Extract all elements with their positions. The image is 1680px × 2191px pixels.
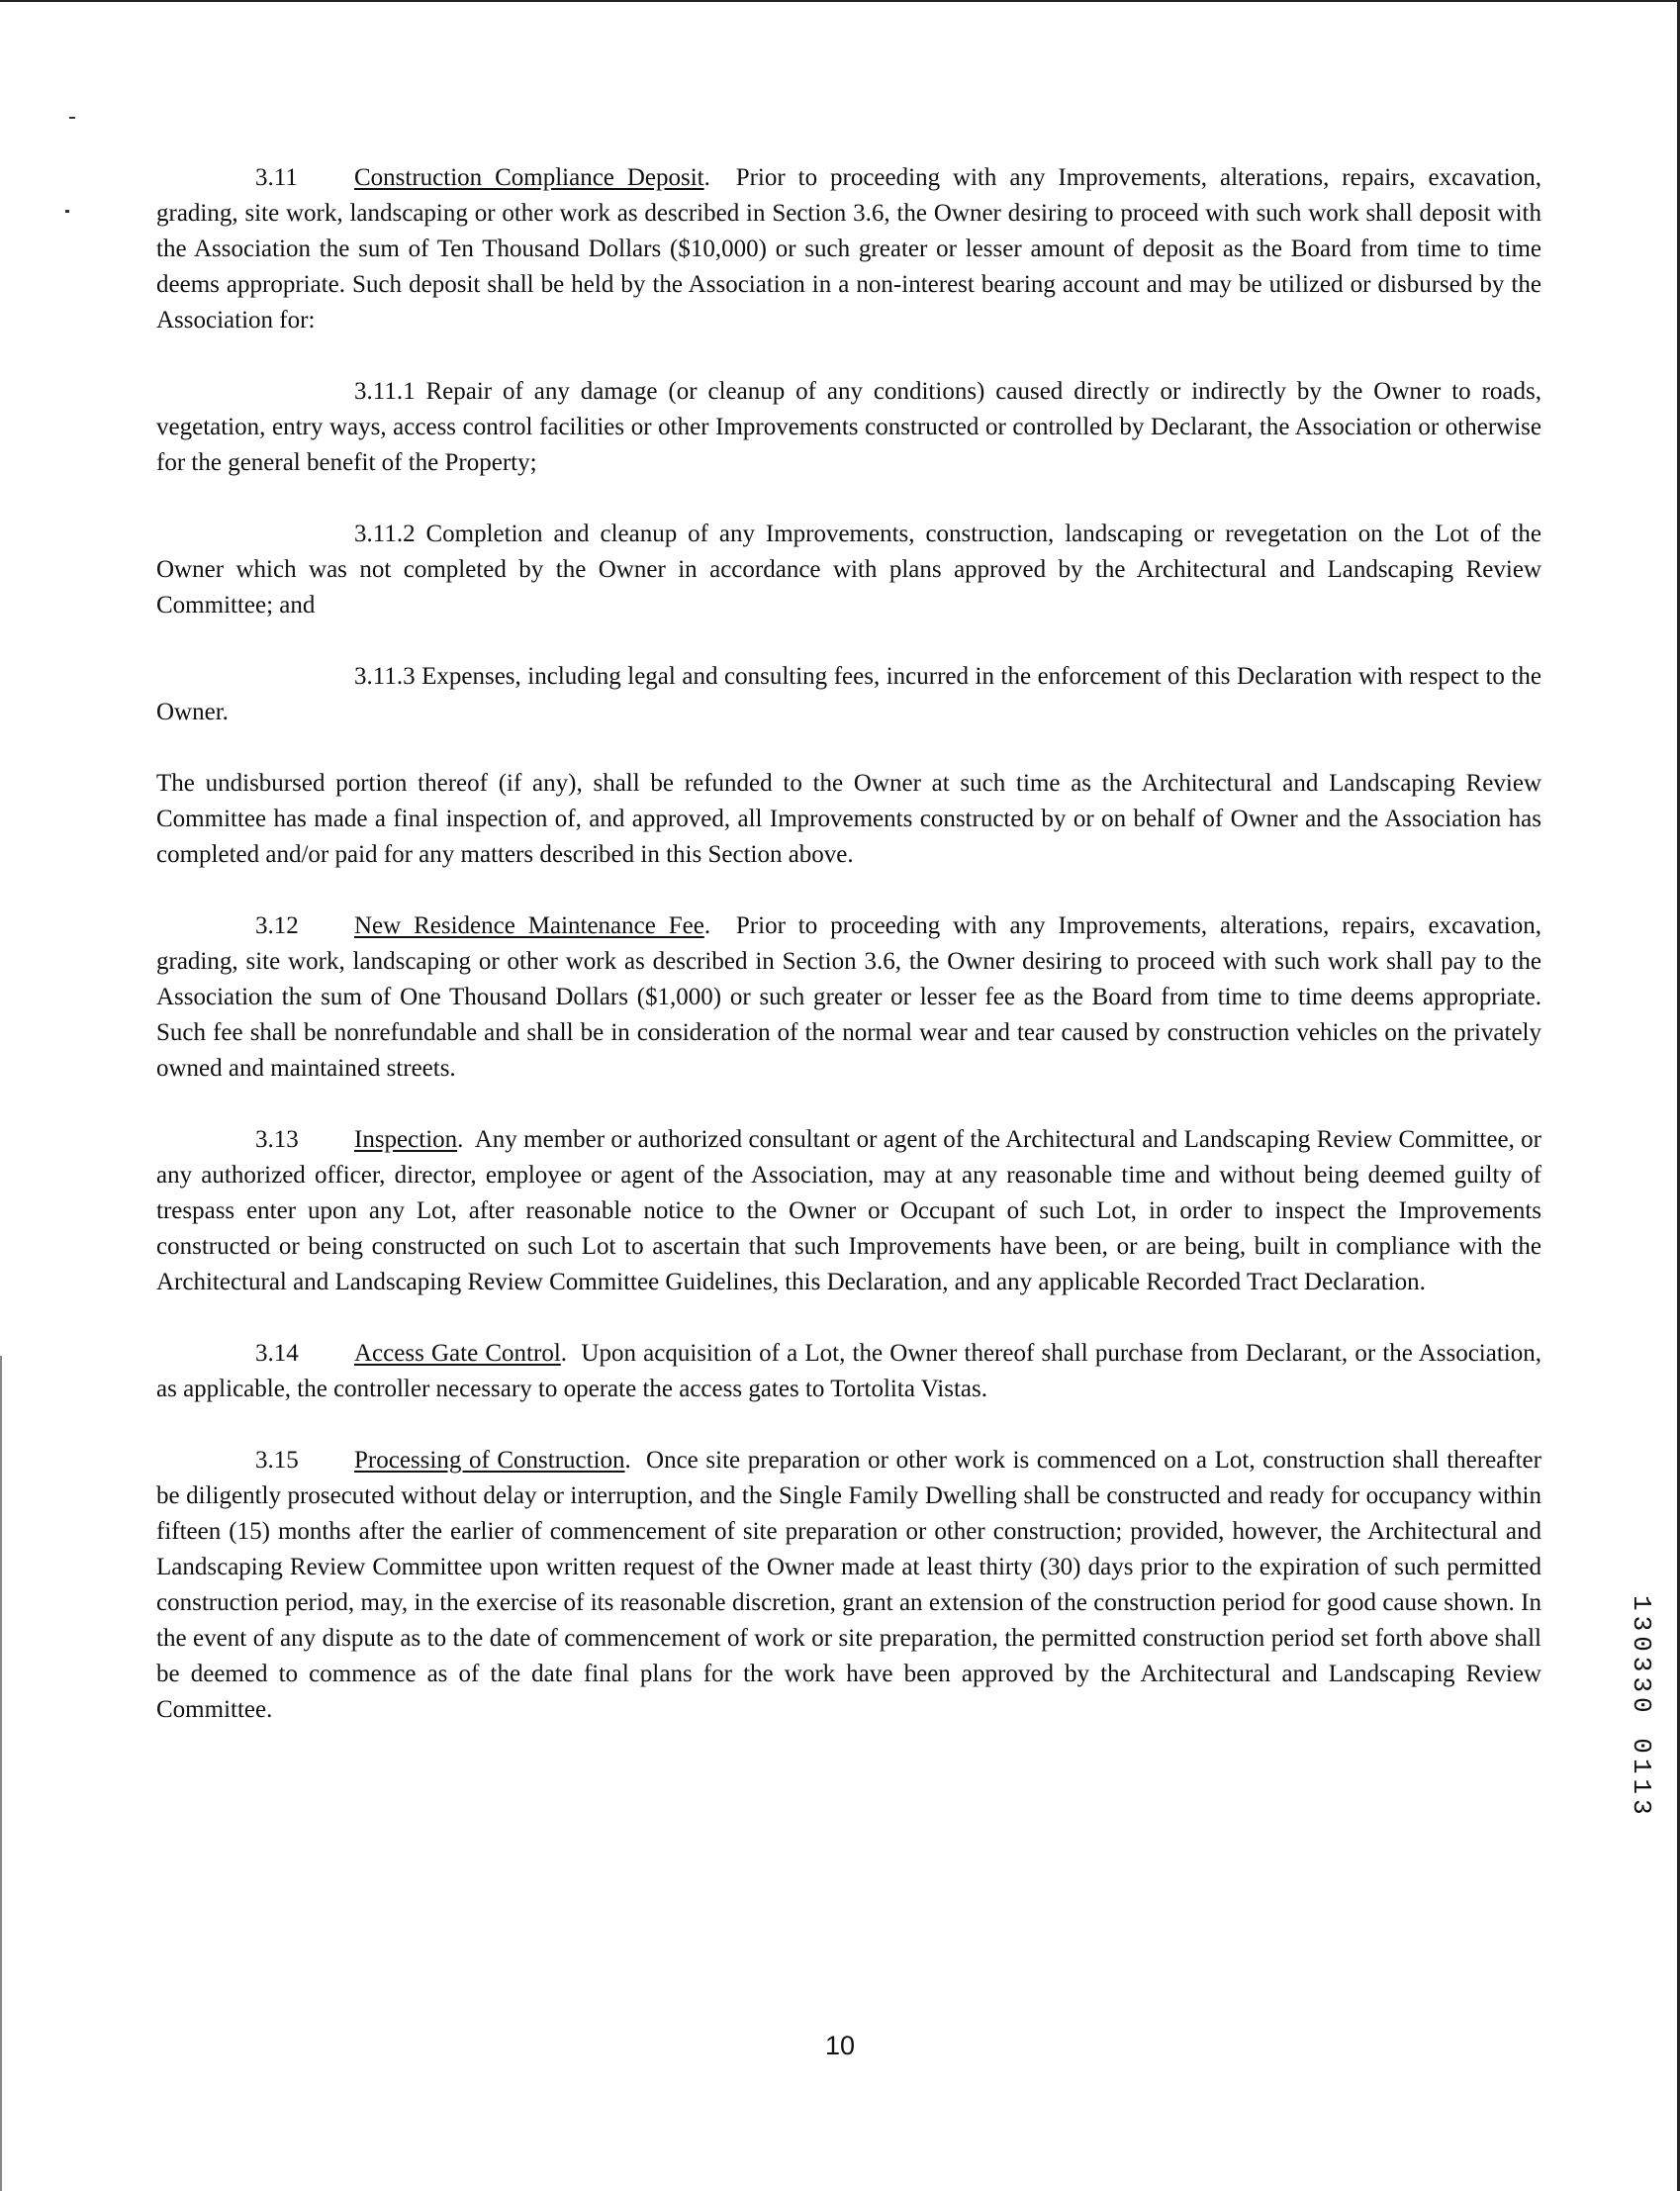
section-title: Access Gate Control: [354, 1340, 561, 1367]
scan-mark-3: [0, 1356, 2, 2191]
section-body: Any member or authorized consultant or agent of the Architectural and Landscaping Review Committee, or any authorized officer, director, employee or agent of the Association, may at any reasonable time and without being deemed guilty of trespass enter upon any Lot, after reasonable notice to the Owner or Occupant of such Lot, in order to inspect the Improvements constructed or being constructed on such Lot to ascertain that such Improvements have been, or are being, built in compliance with the Architectural and Landscaping Review Committee Guidelines, this Declaration, and any applicable Recorded Tract Declaration.: [156, 1126, 1541, 1295]
section-title: Inspection: [354, 1126, 458, 1153]
section-3-13: 3.13 Inspection. Any member or authorized consultant or agent of the Architectural and Landscaping Review Committee, or any authorized officer, director, employee or agent of the Association, may at any reasonable time and without being deemed guilty of trespass enter upon any Lot, after reasonable notice to the Owner or Occupant of such Lot, in order to inspect the Improvements constructed or being constructed on such Lot to ascertain that such Improvements have been, or are being, built in compliance with the Architectural and Landscaping Review Committee Guidelines, this Declaration, and any applicable Recorded Tract Declaration.: [156, 1122, 1541, 1300]
section-3-11: 3.11 Construction Compliance Deposit. Prior to proceeding with any Improvements, alterations, repairs, excavation, grading, site work, landscaping or other work as described in Section 3.6, the Owner desiring to proceed with such work shall deposit with the Association the sum of Ten Thousand Dollars ($10,000) or such greater or lesser amount of deposit as the Board from time to time deems appropriate. Such deposit shall be held by the Association in a non-interest bearing account and may be utilized or disbursed by the Association for:: [156, 160, 1541, 338]
scan-mark-1: [69, 117, 75, 119]
section-body: Upon acquisition of a Lot, the Owner thereof shall purchase from Declarant, or the Association, as applicable, the controller necessary to operate the access gates to Tortolita Vistas.: [156, 1340, 1541, 1402]
section-number: 3.12: [255, 912, 299, 939]
subsection-text: 3.11.2 Completion and cleanup of any Improvements, construction, landscaping or revegetation on the Lot of the Owner which was not completed by the Owner in accordance with plans approved by the Architectural and Landscaping Review Committee; and: [156, 521, 1541, 619]
paragraph-text: The undisbursed portion thereof (if any), shall be refunded to the Owner at such time as the Architectural and Landscaping Review Committee has made a final inspection of, and approved, all Improvements constructed by or on behalf of Owner and the Association has completed and/or paid for any matters described in this Section above.: [156, 770, 1541, 868]
subsection-3-11-3: [156, 659, 1541, 730]
subsection-3-11-1: [156, 374, 1541, 481]
section-3-12: 3.12 New Residence Maintenance Fee. Prior to proceeding with any Improvements, alterations, repairs, excavation, grading, site work, landscaping or other work as described in Section 3.6, the Owner desiring to proceed with such work shall pay to the Association the sum of One Thousand Dollars ($1,000) or such greater or lesser fee as the Board from time to time deems appropriate. Such fee shall be nonrefundable and shall be in consideration of the normal wear and tear caused by construction vehicles on the privately owned and maintained streets.: [156, 908, 1541, 1087]
document-id-stamp: [1623, 1595, 1662, 1892]
section-body: Prior to proceeding with any Improvements, alterations, repairs, excavation, grading, site work, landscaping or other work as described in Section 3.6, the Owner desiring to proceed with such work shall pay to the Association the sum of One Thousand Dollars ($1,000) or such greater or lesser fee as the Board from time to time deems appropriate. Such fee shall be nonrefundable and shall be in consideration of the normal wear and tear caused by construction vehicles on the privately owned and maintained streets.: [156, 912, 1541, 1082]
section-3-15: 3.15 Processing of Construction. Once site preparation or other work is commenced on a Lot, construction shall thereafter be diligently prosecuted without delay or interruption, and the Single Family Dwelling shall be constructed and ready for occupancy within fifteen (15) months after the earlier of commencement of site preparation or other construction; provided, however, the Architectural and Landscaping Review Committee upon written request of the Owner made at least thirty (30) days prior to the expiration of such permitted construction period, may, in the exercise of its reasonable discretion, grant an extension of the construction period for good cause shown. In the event of any dispute as to the date of commencement of work or site preparation, the permitted construction period set forth above shall be deemed to commence as of the date final plans for the work have been approved by the Architectural and Landscaping Review Committee.: [156, 1443, 1541, 1728]
subsection-3-11-2: [156, 517, 1541, 623]
scan-mark-2: [65, 210, 69, 213]
section-number: 3.14: [255, 1340, 299, 1367]
refund-paragraph: [156, 766, 1541, 873]
section-title: Construction Compliance Deposit: [354, 164, 704, 191]
section-3-14: 3.14 Access Gate Control. Upon acquisition of a Lot, the Owner thereof shall purchase from Declarant, or the Association, as applicable, the controller necessary to operate the access gates to Tortolita Vistas.: [156, 1336, 1541, 1407]
page-number: 10: [824, 2031, 856, 2060]
subsection-text: 3.11.3 Expenses, including legal and consulting fees, incurred in the enforcement of this Declaration with respect to the Owner.: [156, 663, 1541, 725]
document-id-text: 130330 0113: [1627, 1595, 1656, 1820]
subsection-text: 3.11.1 Repair of any damage (or cleanup of any conditions) caused directly or indirectly by the Owner to roads, vegetation, entry ways, access control facilities or other Improvements constructed or controlled by Declarant, the Association or otherwise for the general benefit of the Property;: [156, 378, 1541, 476]
page-border-top: [0, 0, 1680, 2]
section-title: Processing of Construction: [354, 1447, 625, 1474]
section-body: Prior to proceeding with any Improvements, alterations, repairs, excavation, grading, site work, landscaping or other work as described in Section 3.6, the Owner desiring to proceed with such work shall deposit with the Association the sum of Ten Thousand Dollars ($10,000) or such greater or lesser amount of deposit as the Board from time to time deems appropriate. Such deposit shall be held by the Association in a non-interest bearing account and may be utilized or disbursed by the Association for:: [156, 164, 1541, 333]
section-number: 3.13: [255, 1126, 299, 1153]
section-number: 3.11: [255, 164, 298, 191]
section-title: New Residence Maintenance Fee: [354, 912, 704, 939]
section-number: 3.15: [255, 1447, 299, 1474]
document-body: [156, 160, 1541, 1763]
section-body: Once site preparation or other work is commenced on a Lot, construction shall thereafter be diligently prosecuted without delay or interruption, and the Single Family Dwelling shall be constructed and ready for occupancy within fifteen (15) months after the earlier of commencement of site preparation or other construction; provided, however, the Architectural and Landscaping Review Committee upon written request of the Owner made at least thirty (30) days prior to the expiration of such permitted construction period, may, in the exercise of its reasonable discretion, grant an extension of the construction period for good cause shown. In the event of any dispute as to the date of commencement of work or site preparation, the permitted construction period set forth above shall be deemed to commence as of the date final plans for the work have been approved by the Architectural and Landscaping Review Committee.: [156, 1447, 1541, 1723]
